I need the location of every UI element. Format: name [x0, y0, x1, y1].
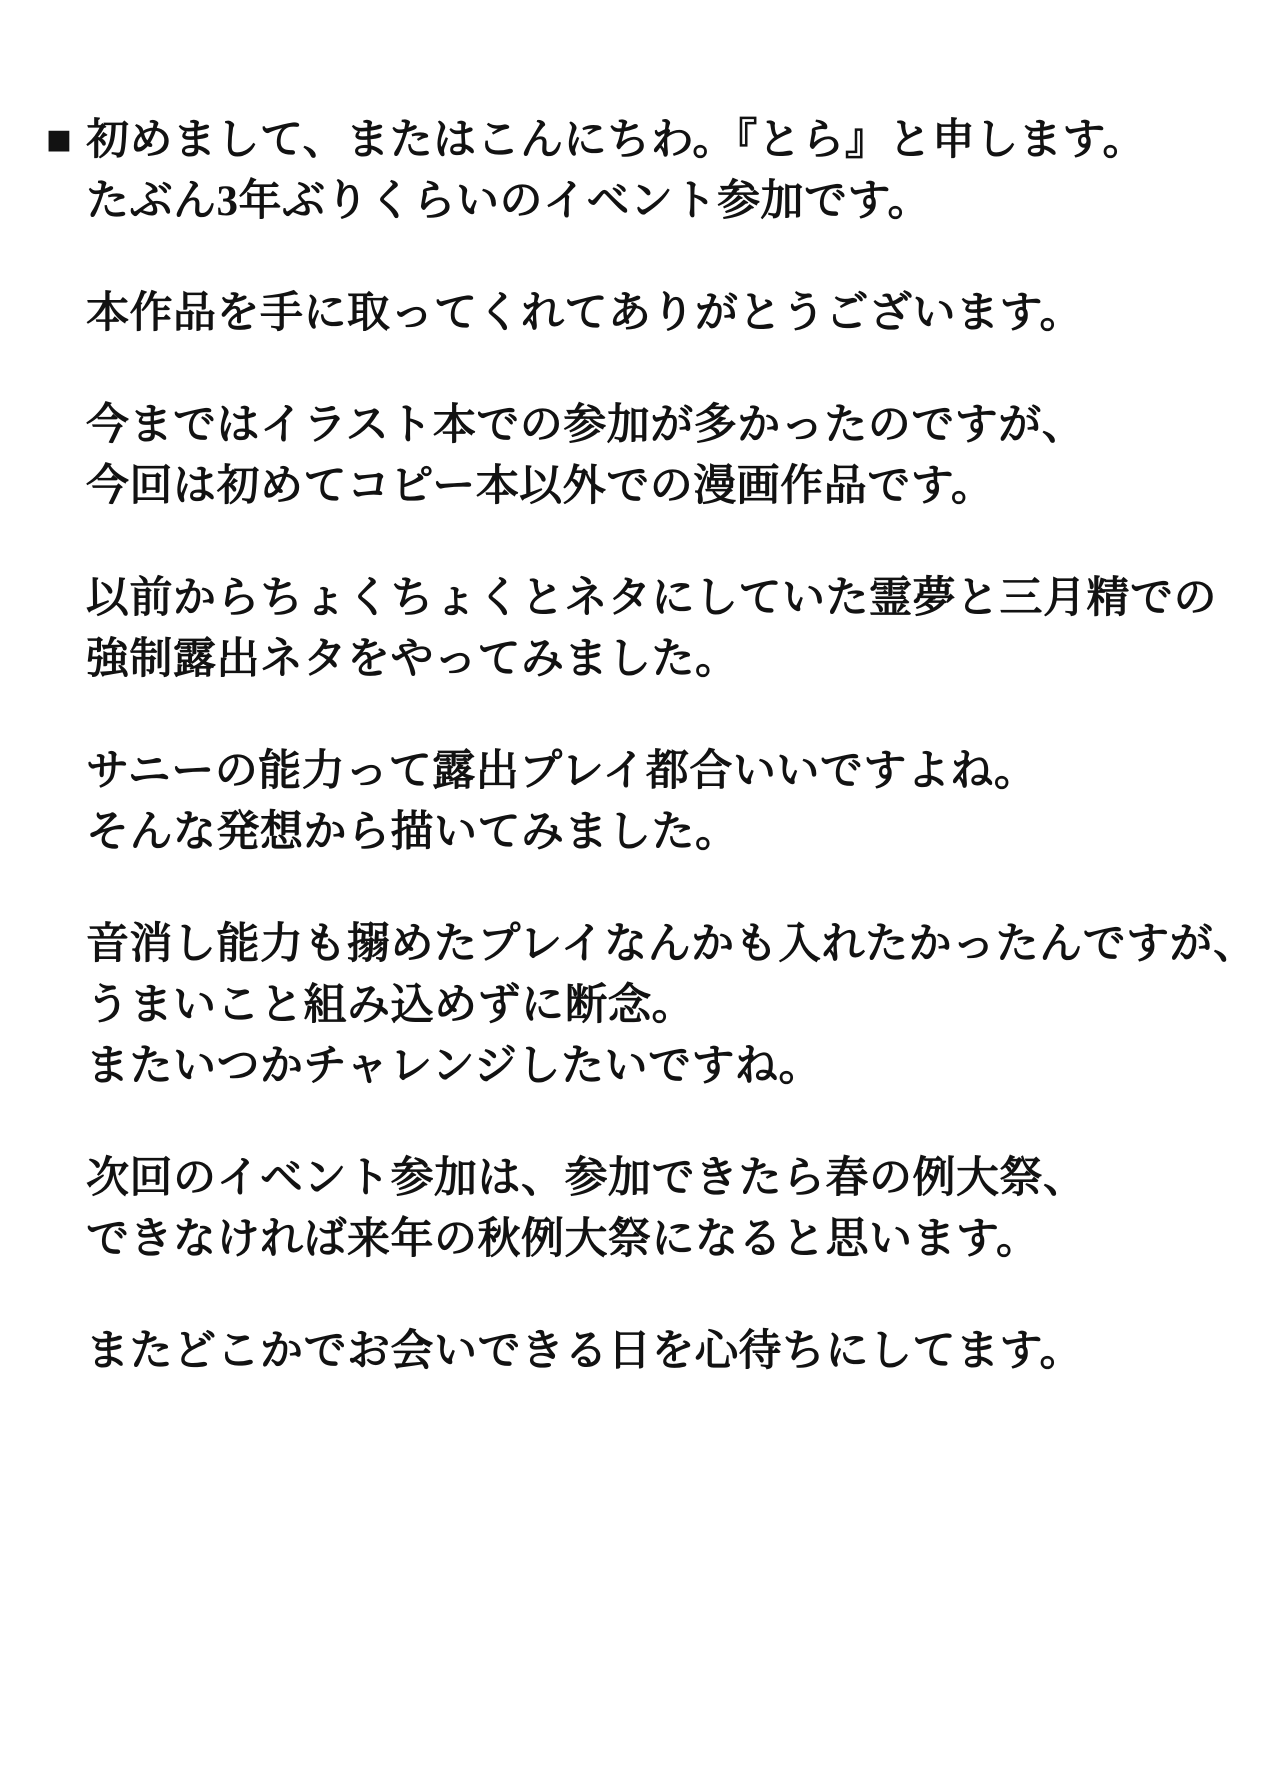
- text-line: またどこかでお会いできる日を心待ちにしてます。: [86, 1328, 1084, 1375]
- text-line: 以前からちょくちょくとネタにしていた霊夢と三月精での: [86, 575, 1217, 622]
- text-line: 強制露出ネタをやってみました。: [86, 636, 739, 683]
- text-line: 次回のイベント参加は、参加できたら春の例大祭、: [86, 1155, 1087, 1202]
- paragraph: [86, 568, 1250, 690]
- paragraph: [86, 914, 1257, 1097]
- paragraph: [86, 283, 1250, 344]
- text-line: 今まではイラスト本での参加が多かったのですが、: [86, 402, 1086, 449]
- text-line: そんな発想から描いてみました。: [86, 809, 739, 856]
- text-line: 音消し能力も搦めたプレイなんかも入れたかったんですが、: [86, 921, 1257, 968]
- text-line-content: 初めまして、またはこんにちわ。『とら』と申します。: [86, 117, 1146, 164]
- paragraph: [86, 1321, 1250, 1382]
- text-line: できなければ来年の秋例大祭になると思います。: [86, 1216, 1040, 1263]
- section-bullet-icon: ■: [46, 117, 73, 164]
- paragraph: [86, 1148, 1250, 1270]
- paragraph: [46, 110, 1250, 232]
- text-line: サニーの能力って露出プレイ都合いいですよね。: [86, 748, 1038, 795]
- paragraph: [86, 741, 1250, 863]
- text-line: またいつかチャレンジしたいですね。: [86, 1043, 823, 1090]
- text-line: [46, 110, 1250, 171]
- text-line: 今回は初めてコピー本以外での漫画作品です。: [86, 463, 995, 510]
- text-line: うまいこと組み込めずに断念。: [86, 982, 695, 1029]
- paragraph: [86, 395, 1250, 517]
- text-line: 本作品を手に取ってくれてありがとうございます。: [86, 290, 1084, 337]
- text-line: たぶん3年ぶりくらいのイベント参加です。: [86, 178, 932, 225]
